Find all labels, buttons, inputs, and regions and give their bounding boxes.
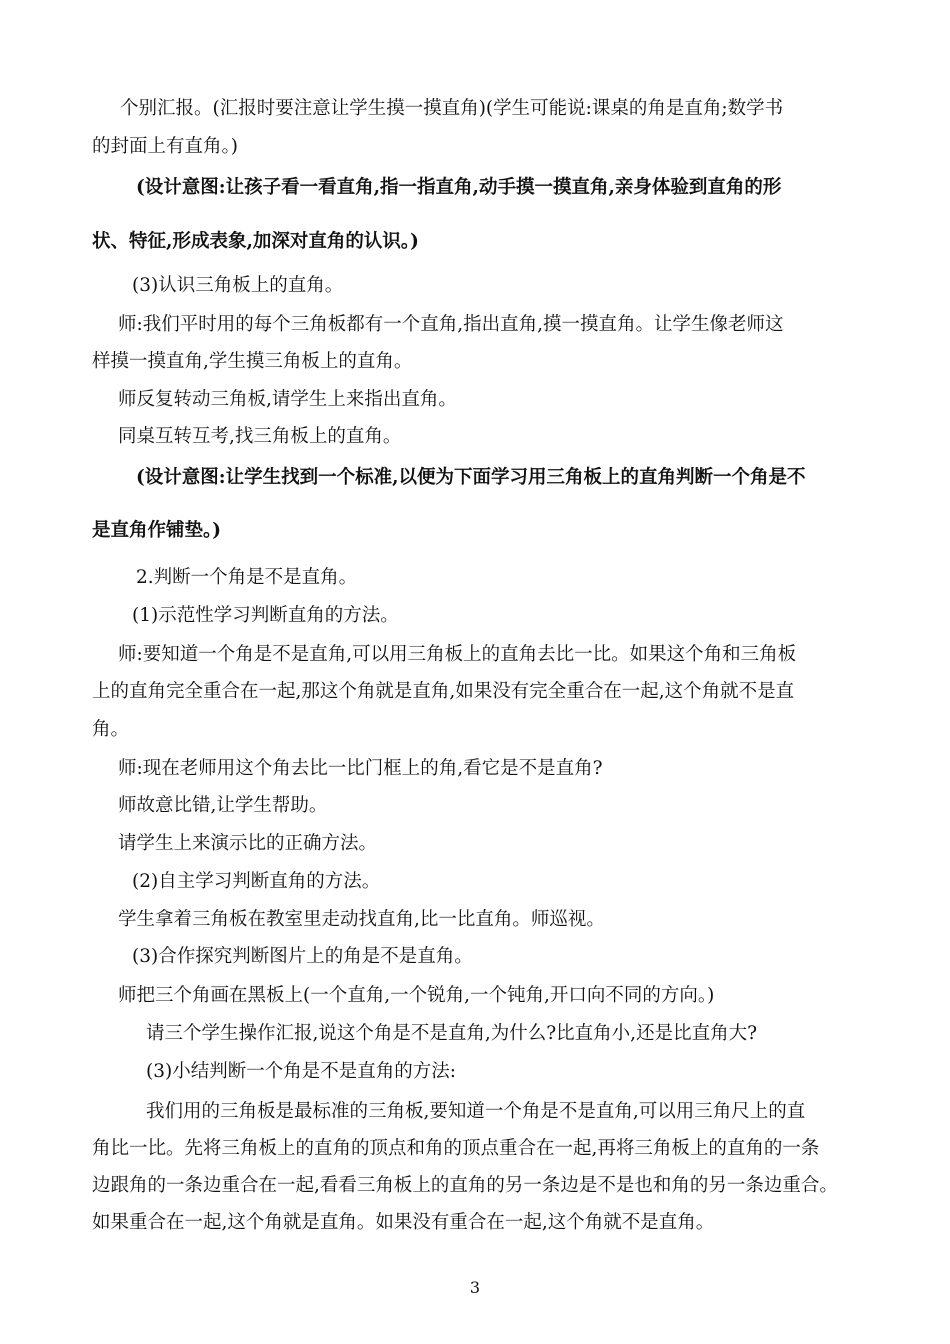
text-line: 师:我们平时用的每个三角板都有一个直角,指出直角,摸一摸直角。让学生像老师这 [118, 314, 784, 335]
text-line: 上的直角完全重合在一起,那这个角就是直角,如果没有完全重合在一起,这个角就不是直 [92, 681, 795, 702]
text-line: 我们用的三角板是最标准的三角板,要知道一个角是不是直角,可以用三角尺上的直 [146, 1101, 806, 1122]
design-intent-line: (设计意图:让孩子看一看直角,指一指直角,动手摸一摸直角,亲身体验到直角的形 [136, 177, 782, 198]
section-heading: (2)自主学习判断直角的方法。 [132, 871, 381, 892]
text-line: 角比一比。先将三角板上的直角的顶点和角的顶点重合在一起,再将三角板上的直角的一条 [92, 1138, 820, 1159]
section-heading: (3)认识三角板上的直角。 [132, 275, 344, 296]
text-line: 如果重合在一起,这个角就是直角。如果没有重合在一起,这个角就不是直角。 [92, 1212, 715, 1233]
design-intent-line: 是直角作铺垫。) [92, 520, 222, 541]
section-heading: (3)小结判断一个角是不是直角的方法: [146, 1061, 456, 1082]
text-line: 角。 [92, 719, 130, 740]
text-line: 请学生上来演示比的正确方法。 [118, 833, 378, 854]
text-line: 样摸一摸直角,学生摸三角板上的直角。 [92, 351, 413, 372]
text-line: 的封面上有直角。) [92, 136, 238, 157]
text-line: 师:要知道一个角是不是直角,可以用三角板上的直角去比一比。如果这个角和三角板 [118, 644, 797, 665]
page-number: 3 [469, 1278, 481, 1297]
text-line: 师反复转动三角板,请学生上来指出直角。 [118, 389, 457, 410]
text-line: 学生拿着三角板在教室里走动找直角,比一比直角。师巡视。 [118, 909, 605, 930]
design-intent-line: (设计意图:让学生找到一个标准,以便为下面学习用三角板上的直角判断一个角是不 [136, 467, 806, 488]
design-intent-line: 状、特征,形成表象,加深对直角的认识。) [92, 231, 419, 252]
text-line: 同桌互转互考,找三角板上的直角。 [118, 426, 402, 447]
section-heading: (1)示范性学习判断直角的方法。 [132, 605, 399, 626]
text-line: 师把三个角画在黑板上(一个直角,一个锐角,一个钝角,开口向不同的方向。) [118, 985, 715, 1006]
text-line: 师:现在老师用这个角去比一比门框上的角,看它是不是直角? [118, 758, 603, 779]
text-line: 边跟角的一条边重合在一起,看看三角板上的直角的另一条边是不是也和角的另一条边重合。 [92, 1175, 838, 1196]
text-line: 师故意比错,让学生帮助。 [118, 795, 328, 816]
section-heading: (3)合作探究判断图片上的角是不是直角。 [132, 946, 473, 967]
section-heading: 2.判断一个角是不是直角。 [136, 567, 358, 588]
text-line: 请三个学生操作汇报,说这个角是不是直角,为什么?比直角小,还是比直角大? [146, 1023, 757, 1044]
text-line: 个别汇报。(汇报时要注意让学生摸一摸直角)(学生可能说:课桌的角是直角;数学书 [120, 98, 784, 119]
